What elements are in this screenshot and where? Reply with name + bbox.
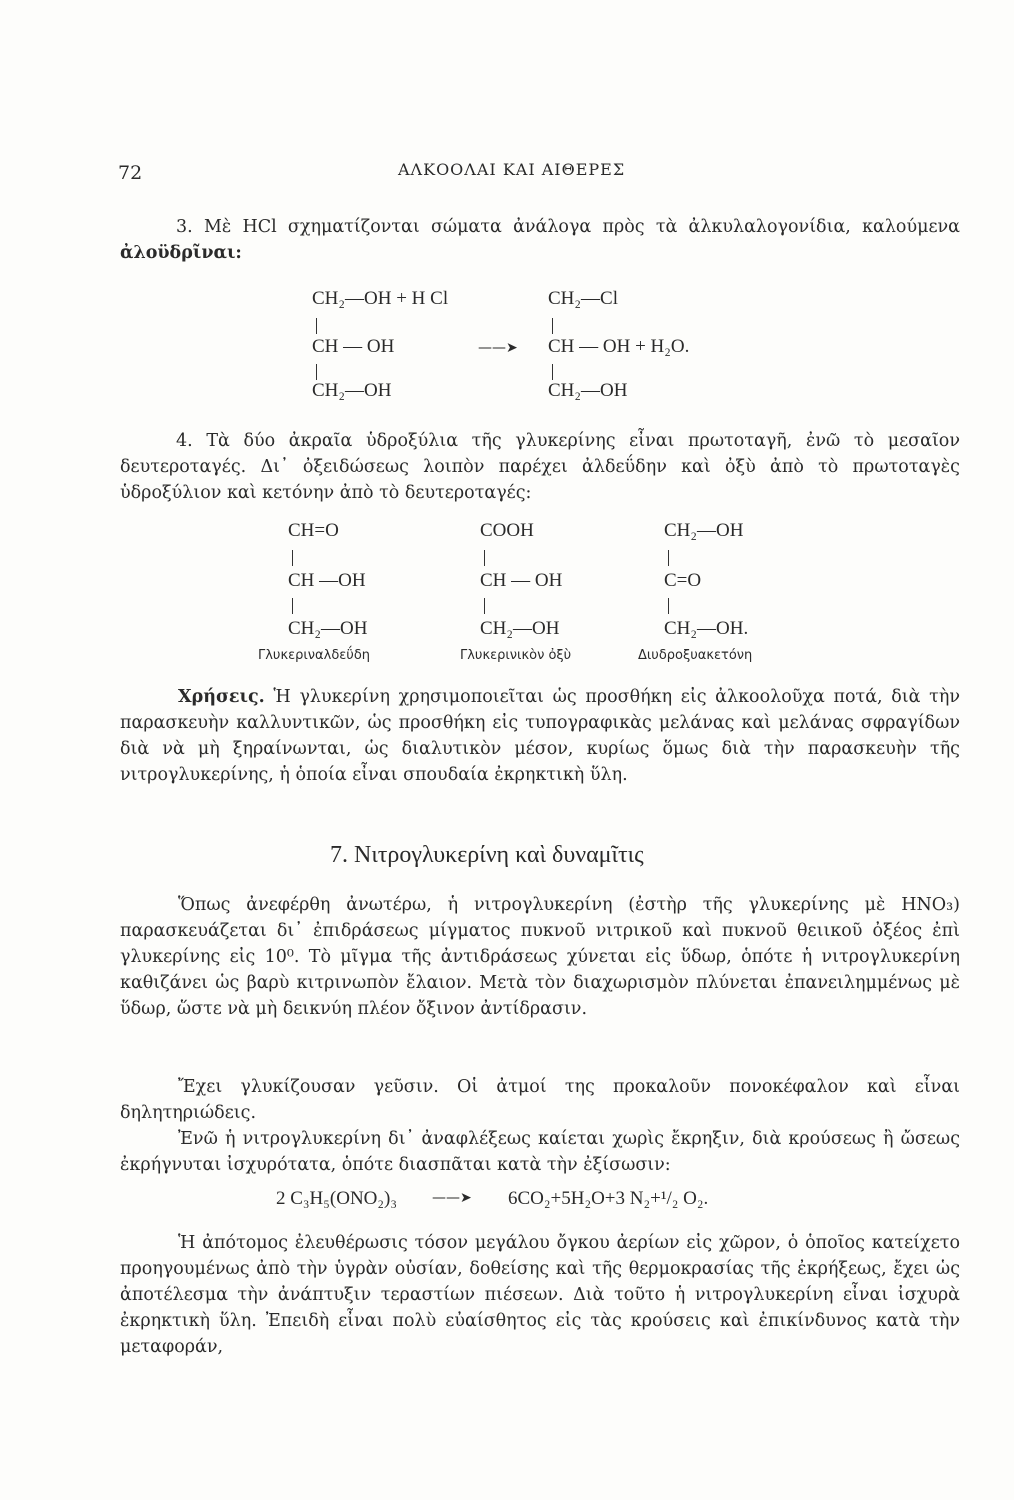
bond-line bbox=[292, 550, 293, 566]
reactant-line-1: CH₂—OH + H Cl bbox=[312, 288, 449, 309]
product-line-3: CH₂—OH bbox=[548, 380, 628, 401]
bond-line bbox=[316, 318, 317, 334]
bond-line bbox=[292, 598, 293, 614]
bond-line bbox=[552, 318, 553, 334]
bond-line bbox=[484, 598, 485, 614]
paragraph-3-text: Ἐνῶ ἡ νιτρογλυκερίνη δι᾽ ἀναφλέξεως καίεται χωρὶς ἔκρηξιν, διὰ κρούσεως ἢ ὤσεως ἐκρήγνυται ἰσχυρότατα, ὁπότε διασπᾶται κατὰ τὴν ἐξίσωσιν: bbox=[120, 1129, 960, 1175]
bond-line bbox=[552, 364, 553, 380]
section-4-text: Τὰ δύο ἀκραῖα ὑδροξύλια τῆς γλυκερίνης εἶναι πρωτοταγῆ, ἐνῶ τὸ μεσαῖον δευτεροταγές. Δι᾽ ὀξειδώσεως λοιπὸν παρέχει ἀλδεΰδην καὶ ὀξὺ ἀπὸ τὸ πρωτοταγὲς ὑδροξύλιον καὶ κετόνην ἀπὸ τὸ δευτεροταγές: bbox=[120, 431, 960, 503]
glyceraldehyde-line-1: CH=O bbox=[288, 520, 339, 541]
glyceraldehyde-caption: Γλυκεριναλδεΰδη bbox=[258, 648, 371, 663]
bond-line bbox=[484, 550, 485, 566]
product-line-2: CH — OH + H₂O. bbox=[548, 336, 690, 357]
reaction-arrow-icon: ——➤ bbox=[478, 340, 518, 356]
section-3-text: Μὲ HCl σχηματίζονται σώματα ἀνάλογα πρὸς τὰ ἀλκυλαλογονίδια, bbox=[203, 217, 851, 237]
product-line-1: CH₂—Cl bbox=[548, 288, 618, 309]
reactant-line-3: CH₂—OH bbox=[312, 380, 392, 401]
equation-right: 6CO₂+5H₂O+3 N₂+¹/₂ O₂. bbox=[508, 1188, 709, 1209]
bond-line bbox=[668, 550, 669, 566]
section-3-text-b: καλούμενα bbox=[862, 217, 960, 237]
section-4-number: 4. bbox=[176, 431, 193, 451]
section-7-heading: 7. Νιτρογλυκερίνη καὶ δυναμῖτις bbox=[330, 842, 644, 868]
bond-line bbox=[668, 598, 669, 614]
glyceric-acid-line-3: CH₂—OH bbox=[480, 618, 560, 639]
nitroglycerin-paragraph-3 bbox=[120, 1126, 960, 1178]
glyceraldehyde-line-2: CH —OH bbox=[288, 570, 366, 591]
nitroglycerin-paragraph-2 bbox=[120, 1074, 960, 1126]
dihydroxyacetone-line-3: CH₂—OH. bbox=[664, 618, 749, 639]
uses-label: Χρήσεις. bbox=[178, 687, 265, 707]
dihydroxyacetone-line-1: CH₂—OH bbox=[664, 520, 744, 541]
paragraph-4-text: Ἡ ἀπότομος ἐλευθέρωσις τόσον μεγάλου ὄγκου ἀερίων εἰς χῶρον, ὁ ὁποῖος κατείχετο προηγουμένως ἀπὸ τὴν ὑγρὰν οὐσίαν, δοθείσης καὶ τῆς θερμοκρασίας τῆς ἐκρήξεως, ἔχει ὡς ἀποτέλεσμα τὴν ἀνάπτυξιν τεραστίων πιέσεων. Διὰ τοῦτο ἡ νιτρογλυκερίνη εἶναι ἰσχυρὰ ἐκρηκτικὴ ὕλη. Ἐπειδὴ εἶναι πολὺ εὐαίσθητος εἰς τὰς κρούσεις καὶ ἐπικίνδυνος κατὰ τὴν μεταφοράν, bbox=[120, 1233, 960, 1357]
nitroglycerin-paragraph-1 bbox=[120, 892, 960, 1022]
section-3-number: 3. bbox=[176, 217, 193, 237]
paragraph-2-text: Ἔχει γλυκίζουσαν γεῦσιν. Οἱ ἀτμοί της προκαλοῦν πονοκέφαλον καὶ εἶναι δηλητηριώδεις. bbox=[120, 1077, 960, 1123]
dihydroxyacetone-line-2: C=O bbox=[664, 570, 702, 591]
section-3-term: ἀλοϋδρῖναι: bbox=[120, 243, 242, 263]
equation-left: 2 C₃H₅(ONO₂)₃ bbox=[276, 1188, 397, 1209]
glyceraldehyde-line-3: CH₂—OH bbox=[288, 618, 368, 639]
section-4-paragraph bbox=[120, 428, 960, 506]
dihydroxyacetone-caption: Διυδροξυακετόνη bbox=[638, 648, 753, 663]
glyceric-acid-caption: Γλυκερινικὸν ὀξὺ bbox=[460, 648, 572, 663]
page-number: 72 bbox=[118, 162, 143, 184]
paragraph-1-text: Ὅπως ἀνεφέρθη ἀνωτέρω, ἡ νιτρογλυκερίνη (ἐστὴρ τῆς γλυκερίνης μὲ HNO₃) παρασκευάζεται δι᾽ ἐπιδράσεως μίγματος πυκνοῦ νιτρικοῦ καὶ πυκνοῦ θειικοῦ ὀξέος ἐπὶ γλυκερίνης εἰς 10⁰. Τὸ μῖγμα τῆς ἀντιδράσεως χύνεται εἰς ὕδωρ, ὁπότε ἡ νιτρογλυκερίνη καθιζάνει ὡς βαρὺ κιτρινωπὸν ἔλαιον. Μετὰ τὸν διαχωρισμὸν πλύνεται ἐπανειλημμένως μὲ ὕδωρ, ὥστε νὰ μὴ δεικνύη πλέον ὄξινον ἀντίδρασιν. bbox=[120, 895, 960, 1019]
glyceric-acid-line-1: COOH bbox=[480, 520, 534, 541]
reactant-line-2: CH — OH bbox=[312, 336, 395, 357]
uses-text: Ἡ γλυκερίνη χρησιμοποιεῖται ὡς προσθήκη εἰς ἀλκοολοῦχα ποτά, διὰ τὴν παρασκευὴν καλλυντικῶν, ὡς προσθήκη εἰς τυπογραφικὰς μελάνας καὶ μελάνας σφραγίδων διὰ νὰ μὴ ξηραίνωνται, ὡς διαλυτικὸν μέσον, κυρίως ὅμως διὰ τὴν παρασκευὴν τῆς νιτρογλυκερίνης, ἡ ὁποία εἶναι σπουδαία ἐκρηκτικὴ ὕλη. bbox=[120, 687, 960, 785]
glyceric-acid-line-2: CH — OH bbox=[480, 570, 563, 591]
equation-arrow-icon: ——➤ bbox=[432, 1190, 472, 1206]
nitroglycerin-paragraph-4 bbox=[120, 1230, 960, 1360]
running-head: ΑΛΚΟΟΛΑΙ ΚΑΙ ΑΙΘΕΡΕΣ bbox=[398, 160, 626, 179]
bond-line bbox=[316, 364, 317, 380]
uses-paragraph bbox=[120, 684, 960, 788]
section-3-paragraph bbox=[120, 214, 960, 266]
